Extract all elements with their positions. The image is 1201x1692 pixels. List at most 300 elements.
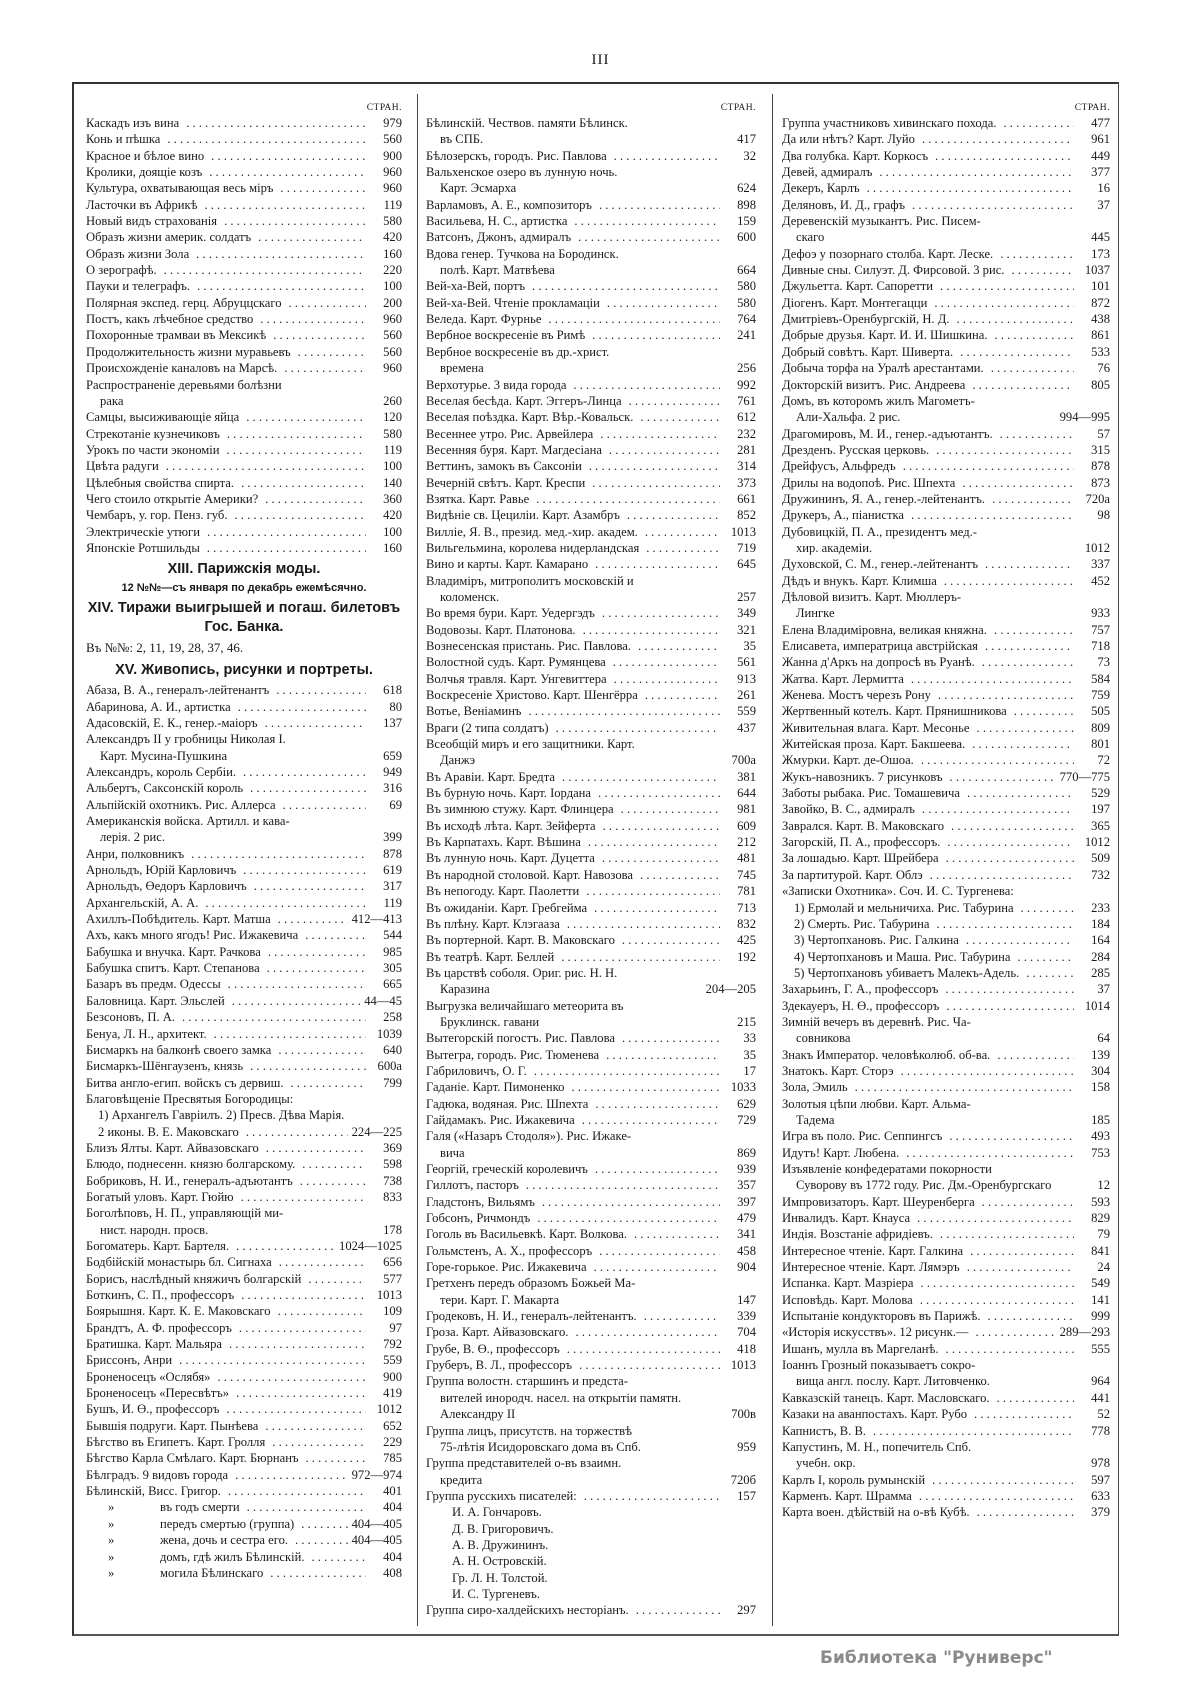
- entry-page: 872: [1091, 295, 1110, 310]
- entry-title: Веселая поѣздка. Карт. Вѣр.-Ковальск. . . .: [426, 409, 720, 425]
- entry-page: 185: [1091, 1112, 1110, 1127]
- entry-page: 584: [1091, 671, 1110, 686]
- entry-title: Арнольдъ, Юрій Карловичъ . . .: [86, 862, 366, 878]
- column-header-pages: СТРАН.: [366, 103, 402, 113]
- index-entry: [782, 1063, 1110, 1079]
- index-entry: [782, 393, 1110, 426]
- index-entry: [86, 377, 402, 410]
- index-entry: [782, 458, 1110, 474]
- entry-page: 212: [737, 835, 756, 850]
- index-entry: [782, 622, 1110, 638]
- index-entry: [86, 813, 402, 846]
- entry-title: Гиллотъ, пасторъ . . .: [426, 1177, 720, 1193]
- entry-title: Бисмаркъ-Шёнгаузенъ, князь . . .: [86, 1058, 366, 1074]
- entry-title: Виллie, Я. В., презид. мед.-хир. академ. . . .: [426, 524, 720, 540]
- entry-page: 629: [737, 1096, 756, 1111]
- index-entry: [426, 834, 756, 850]
- entry-page: 493: [1091, 1129, 1110, 1144]
- index-entry: [782, 1292, 1110, 1308]
- entry-title: Бенуа, Л. Н., архитект. . . .: [86, 1026, 366, 1042]
- entry-page: 949: [383, 765, 402, 779]
- entry-title: Галя («Назаръ Стодоля»). Рис. Ижаке- вича . . .: [426, 1128, 720, 1161]
- entry-page: 445: [1091, 230, 1110, 245]
- index-entry: [426, 475, 756, 491]
- ditto-mark: »: [108, 1516, 115, 1531]
- index-entry: [86, 944, 402, 960]
- index-entry-ditto: [86, 1516, 402, 1532]
- entry-page: 598: [383, 1157, 402, 1172]
- section-13-note: 12 №№—съ января по декабрь ежемѣсячно.: [121, 582, 367, 595]
- ditto-mark: »: [108, 1500, 115, 1515]
- index-entry: [86, 278, 402, 294]
- entry-page: 1012: [376, 1402, 402, 1417]
- entry-page: 732: [1091, 867, 1110, 882]
- entry-title: Бобриковъ, Н. И., генералъ-адъютантъ . . .: [86, 1173, 366, 1189]
- index-entry: [782, 573, 1110, 589]
- index-entry: [426, 393, 756, 409]
- entry-title: Дмитріевъ-Оренбургскій, Н. Д. . . .: [782, 311, 1074, 327]
- entry-title: Пауки и телеграфъ. . . .: [86, 278, 366, 294]
- entry-continuation: Карт. Эсмарха: [440, 181, 519, 195]
- index-entry: [426, 278, 756, 294]
- entry-title: Груберъ, В. Л., профессоръ . . .: [426, 1357, 720, 1373]
- section-14-title: XIV. Тиражи выигрышей и погаш. билетовъ Гос. Банка.: [87, 600, 401, 636]
- index-entry: [86, 846, 402, 862]
- entry-title: Дѣдъ и внукъ. Карт. Климша . . .: [782, 573, 1074, 589]
- entry-page: 137: [383, 715, 402, 730]
- entry-title: Вечерній свѣтъ. Карт. Креспи . . .: [426, 475, 720, 491]
- entry-title: За лошадью. Карт. Шрейбера . . .: [782, 850, 1074, 866]
- entry-page: 404—405: [351, 1516, 402, 1531]
- entry-title: Выгрузка величайшаго метеорита въ Бруклинск. гавани . . .: [426, 998, 720, 1031]
- entry-title: Бѣлинскій, Висс. Григор. . . .: [86, 1483, 366, 1499]
- ditto-mark: »: [108, 1549, 115, 1564]
- index-entry: [86, 1369, 402, 1385]
- entry-page: 437: [737, 720, 756, 735]
- index-frame: [72, 82, 1119, 1636]
- index-entry: [426, 507, 756, 523]
- entry-page: 738: [383, 1173, 402, 1188]
- entry-page: 757: [1091, 622, 1110, 637]
- index-entry: [782, 344, 1110, 360]
- index-entry: [86, 491, 402, 507]
- entry-page: 100: [383, 459, 402, 474]
- entry-title: Деревенскій музыкантъ. Рис. Писем- скаго . . .: [782, 213, 1074, 246]
- index-entry: [782, 1423, 1110, 1439]
- entry-title: Діогенъ. Карт. Монтегацци . . .: [782, 295, 1074, 311]
- entry-title: Индія. Возстаніе афридіевъ. . . .: [782, 1226, 1074, 1242]
- entry-title: Испанка. Карт. Мазріера . . .: [782, 1275, 1074, 1291]
- index-entry: [782, 801, 1110, 817]
- index-entry: [426, 736, 756, 769]
- index-entry: [782, 1472, 1110, 1488]
- entry-continuation: хир. академіи.: [796, 541, 875, 555]
- index-entry: [782, 1357, 1110, 1390]
- entry-title: Стрекотаніе кузнечиковъ . . .: [86, 426, 366, 442]
- entry-page: 404: [383, 1549, 402, 1564]
- index-entry: [86, 1091, 402, 1107]
- index-entry: [782, 769, 1110, 785]
- entry-title: Въ Аравіи. Карт. Бредта . . .: [426, 769, 720, 785]
- index-entry: [86, 1450, 402, 1466]
- index-entry: [782, 1161, 1110, 1194]
- index-entry: [426, 1488, 756, 1504]
- entry-page: 959: [737, 1439, 756, 1454]
- index-entry: [782, 720, 1110, 736]
- entry-page: 178: [383, 1222, 402, 1237]
- entry-title: Горе-горькое. Рис. Ижакевича . . .: [426, 1259, 720, 1275]
- entry-title: Въ театрѣ. Карт. Беллей . . .: [426, 949, 720, 965]
- index-entry: [782, 785, 1110, 801]
- entry-title: Весеннее утро. Рис. Арвейлера . . .: [426, 426, 720, 442]
- entry-page: 224—225: [351, 1124, 402, 1139]
- entry-title: Зола, Эмиль . . .: [782, 1079, 1074, 1095]
- entry-title: Карлъ I, король румынскій . . .: [782, 1472, 1074, 1488]
- index-entry: [86, 960, 402, 976]
- entry-page: 314: [737, 459, 756, 474]
- index-entry: [426, 654, 756, 670]
- entry-title: Бабушка спитъ. Карт. Степанова . . .: [86, 960, 366, 976]
- index-entry: [782, 1226, 1110, 1242]
- index-entry: [86, 131, 402, 147]
- entry-title: Электрическіе утюги . . .: [86, 524, 366, 540]
- entry-title: Близъ Ялты. Карт. Айвазовскаго . . .: [86, 1140, 366, 1156]
- entry-page: 861: [1091, 328, 1110, 343]
- entry-page: 147: [737, 1292, 756, 1307]
- index-entry: [426, 442, 756, 458]
- index-entry: [86, 1238, 402, 1254]
- entry-title: Инвалидъ. Карт. Кнауса . . .: [782, 1210, 1074, 1226]
- index-entry: [426, 818, 756, 834]
- index-entry: [86, 213, 402, 229]
- entry-title: Игра въ поло. Рис. Сеппингсъ . . .: [782, 1128, 1074, 1144]
- entry-title: Архангельскій, А. А. . . .: [86, 895, 366, 911]
- entry-title: Происхожденіе каналовъ на Марсѣ. . . .: [86, 360, 366, 376]
- entry-page: 401: [383, 1484, 402, 1499]
- column-header-pages: СТРАН.: [720, 103, 756, 113]
- entry-title: Вытегра, городъ. Рис. Тюменева . . .: [426, 1047, 720, 1063]
- entry-title: Благовѣщеніе Пресвятыя Богородицы:: [86, 1091, 366, 1107]
- entry-page: 600а: [377, 1059, 402, 1074]
- entry-title: Анри, полковникъ . . .: [86, 846, 366, 862]
- index-entry: [782, 671, 1110, 687]
- entry-page: 256: [737, 361, 756, 376]
- index-entry: [86, 862, 402, 878]
- index-entry: [86, 1189, 402, 1205]
- entry-title: 1) Ермолай и мельничиха. Рис. Табурина . . .: [794, 900, 1074, 916]
- entry-title: Бѣлинскій. Чествов. памяти Бѣлинск. въ СПБ. . . .: [426, 115, 720, 148]
- entry-page: 580: [737, 295, 756, 310]
- entry-title: Добрые друзья. Карт. И. И. Шишкина. . . .: [782, 327, 1074, 343]
- entry-title: Въ исходѣ лѣта. Карт. Зейферта . . .: [426, 818, 720, 834]
- entry-title: Ватсонъ, Джонъ, адмиралъ . . .: [426, 229, 720, 245]
- index-entry: [426, 638, 756, 654]
- entry-page: 978: [1091, 1456, 1110, 1471]
- entry-title: Дубовицкій, П. А., президентъ мед.- хир. академіи. . . .: [782, 524, 1074, 557]
- index-entry: [426, 1308, 756, 1324]
- entry-title: Въ зимнюю стужу. Карт. Флинцера . . .: [426, 801, 720, 817]
- entry-continuation: Тадема: [796, 1113, 837, 1127]
- index-entry: [782, 262, 1110, 278]
- index-entry: [86, 895, 402, 911]
- entry-page: 289—293: [1059, 1325, 1110, 1340]
- entry-title: Живительная влага. Карт. Месонье . . .: [782, 720, 1074, 736]
- index-entry: [86, 1352, 402, 1368]
- index-entry: [782, 1324, 1110, 1340]
- entry-page: 960: [383, 361, 402, 376]
- entry-title: Распространеніе деревьями болѣзни рака . . .: [86, 377, 366, 410]
- index-entry: [426, 720, 756, 736]
- entry-title: Гайдамакъ. Рис. Ижакевича . . .: [426, 1112, 720, 1128]
- entry-page: 404—405: [351, 1533, 402, 1548]
- index-entry: [86, 1303, 402, 1319]
- entry-page: 377: [1091, 165, 1110, 180]
- writer-name: Гр. Л. Н. Толстой.: [452, 1570, 548, 1585]
- entry-title: Въ ожиданіи. Карт. Гребгейма . . .: [426, 900, 720, 916]
- entry-page: 933: [1091, 606, 1110, 621]
- entry-page: 119: [383, 895, 402, 910]
- entry-page: 159: [737, 214, 756, 229]
- entry-page: 809: [1091, 720, 1110, 735]
- index-entry: [86, 360, 402, 376]
- index-entry: [426, 998, 756, 1031]
- section-13-title: XIII. Парижскія моды.: [167, 561, 321, 578]
- entry-title: Водовозы. Карт. Платонова. . . .: [426, 622, 720, 638]
- entry-page: 960: [383, 165, 402, 180]
- index-entry: [86, 911, 402, 927]
- entry-title: Жукъ-навозникъ. 7 рисунковъ . . .: [782, 769, 1056, 785]
- entry-title: Абаринова, А. И., артистка . . .: [86, 699, 366, 715]
- entry-page: 624: [737, 181, 756, 196]
- index-entry: [426, 801, 756, 817]
- entry-title: Жатва. Карт. Лермитта . . .: [782, 671, 1074, 687]
- entry-title: Образъ жизни америк. солдатъ . . .: [86, 229, 366, 245]
- index-entry: [426, 491, 756, 507]
- entry-title: Вербное воскресеніе въ Римѣ . . .: [426, 327, 720, 343]
- column-divider: [772, 94, 773, 1626]
- entry-page: 261: [737, 688, 756, 703]
- index-entry: [86, 1205, 402, 1238]
- entry-title: Васильева, Н. С., артистка . . .: [426, 213, 720, 229]
- entry-page: 761: [737, 393, 756, 408]
- index-entry: [426, 1210, 756, 1226]
- index-entry: [86, 1271, 402, 1287]
- entry-title: Группа волостн. старшинъ и предста- вителей инородч. насел. на открытіи памятн. Александру II . . .: [426, 1373, 720, 1422]
- entry-title: Варламовъ, А. Е., композиторъ . . .: [426, 197, 720, 213]
- entry-title: жена, дочь и сестра его. . . .: [160, 1532, 348, 1548]
- entry-title: Адасовскій, Е. К., генер.-маіоръ . . .: [86, 715, 366, 731]
- entry-page: 900: [383, 148, 402, 163]
- entry-title: Въ портерной. Карт. В. Маковскаго . . .: [426, 932, 720, 948]
- index-entry: [86, 344, 402, 360]
- index-entry: [426, 769, 756, 785]
- entry-page: 158: [1091, 1080, 1110, 1095]
- index-entry: [426, 850, 756, 866]
- entry-title: Два голубка. Карт. Коркосъ . . .: [782, 148, 1074, 164]
- index-entry: [782, 687, 1110, 703]
- entry-title: Бисмаркъ на балконѣ своего замка . . .: [86, 1042, 366, 1058]
- entry-page: 373: [737, 475, 756, 490]
- index-entry: [426, 671, 756, 687]
- entry-page: 841: [1091, 1243, 1110, 1258]
- entry-title: Воскресеніе Христово. Карт. Шенгёрра . . .: [426, 687, 720, 703]
- entry-title: Въ плѣну. Карт. Клэгааза . . .: [426, 916, 720, 932]
- column-header-pages: СТРАН.: [1074, 103, 1110, 113]
- entry-page: 509: [1091, 851, 1110, 866]
- index-entry: [426, 229, 756, 245]
- index-entry: [426, 1063, 756, 1079]
- index-entry: [782, 131, 1110, 147]
- index-entry: [86, 715, 402, 731]
- index-entry: [426, 1324, 756, 1340]
- entry-title: Ахиллъ-Побѣдитель. Карт. Матша . . .: [86, 911, 348, 927]
- entry-page: 35: [743, 639, 756, 653]
- entry-title: «Записки Охотника». Соч. И. С. Тургенева:: [782, 883, 1074, 899]
- entry-page: 979: [383, 116, 402, 130]
- library-watermark: Библиотека "Руниверс": [820, 1648, 1053, 1668]
- index-entry: [782, 524, 1110, 557]
- index-entry: [426, 883, 756, 899]
- entry-title: передъ смертью (группа) . . .: [160, 1516, 348, 1532]
- entry-page: 1012: [1084, 835, 1110, 850]
- entry-page: 644: [737, 786, 756, 801]
- entry-page: 939: [737, 1162, 756, 1176]
- entry-continuation: лерія. 2 рис.: [100, 830, 168, 844]
- index-entry: [426, 867, 756, 883]
- entry-title: Дрейфусъ, Альфредъ . . .: [782, 458, 1074, 474]
- index-entry: [782, 589, 1110, 622]
- index-entry: [86, 1026, 402, 1042]
- index-entry: [426, 409, 756, 425]
- entry-page: 729: [737, 1112, 756, 1127]
- section-15-title: XV. Живопись, рисунки и портреты.: [115, 662, 373, 679]
- index-entry: [86, 1075, 402, 1091]
- entry-title: Вино и карты. Карт. Камарано . . .: [426, 556, 720, 572]
- entry-title: Гродековъ, Н. И., генералъ-лейтенантъ. . . .: [426, 1308, 720, 1324]
- index-entry: [426, 687, 756, 703]
- entry-page: 745: [737, 867, 756, 882]
- entry-page: 640: [383, 1042, 402, 1057]
- entry-title: Цѣлебныя свойства спирта. . . .: [86, 475, 366, 491]
- entry-page: 441: [1091, 1390, 1110, 1405]
- entry-title: Богатый уловъ. Карт. Гюйю . . .: [86, 1189, 366, 1205]
- entry-continuation: учебн. окр.: [796, 1456, 859, 1470]
- index-entry: [86, 524, 402, 540]
- entry-page: 1013: [730, 524, 756, 539]
- index-entry: [782, 752, 1110, 768]
- index-entry: [86, 1434, 402, 1450]
- entry-page: 913: [737, 671, 756, 686]
- entry-continuation: полѣ. Карт. Матвѣева: [440, 263, 558, 277]
- entry-title: Взятка. Карт. Равье . . .: [426, 491, 720, 507]
- entry-continuation: времена: [440, 361, 487, 375]
- index-entry: [86, 1140, 402, 1156]
- entry-page: 972—974: [351, 1467, 402, 1482]
- index-entry: [426, 1243, 756, 1259]
- entry-title: Веледа. Карт. Фурнье . . .: [426, 311, 720, 327]
- index-entry: [86, 442, 402, 458]
- entry-title: Да или нѣтъ? Карт. Луйо . . .: [782, 131, 1074, 147]
- entry-title: Кавказскій танецъ. Карт. Масловскаго. . . .: [782, 1390, 1074, 1406]
- entry-page: 184: [1091, 916, 1110, 931]
- entry-continuation: Али-Хальфа. 2 рис.: [796, 410, 903, 424]
- entry-page: 379: [1091, 1505, 1110, 1520]
- entry-page: 100: [383, 524, 402, 539]
- index-entry: [86, 927, 402, 943]
- entry-title: Въ царствѣ соболя. Ориг. рис. Н. Н. Каразина . . .: [426, 965, 702, 998]
- entry-page: 609: [737, 818, 756, 833]
- index-entry: [426, 1226, 756, 1242]
- entry-page: 164: [1091, 933, 1110, 948]
- entry-page: 1014: [1084, 998, 1110, 1013]
- entry-page: 561: [737, 655, 756, 670]
- entry-title: Интересное чтеніе. Карт. Лямэръ . . .: [782, 1259, 1074, 1275]
- index-entry: [426, 949, 756, 965]
- index-entry: [782, 180, 1110, 196]
- index-entry: [426, 1275, 756, 1308]
- entry-page: 438: [1091, 312, 1110, 327]
- index-entry: [782, 148, 1110, 164]
- entry-title: Бабушка и внучка. Карт. Рачкова . . .: [86, 944, 366, 960]
- index-entry: [86, 540, 402, 556]
- entry-page: 481: [737, 851, 756, 866]
- index-entry: [782, 1014, 1110, 1047]
- index-entry-ditto: [86, 1499, 402, 1515]
- entry-continuation: Лингке: [796, 606, 838, 620]
- entry-title: Похоронные трамваи въ Мексикѣ . . .: [86, 327, 366, 343]
- entry-page: 529: [1091, 786, 1110, 801]
- writer-name: И. С. Тургеневъ.: [452, 1586, 540, 1601]
- index-entry: [426, 1602, 756, 1618]
- writer-name: А. В. Дружининъ.: [452, 1537, 549, 1552]
- entry-page: 157: [737, 1488, 756, 1503]
- entry-title: 5) Чертопхановъ убиваетъ Малекъ-Адель. . . .: [794, 965, 1074, 981]
- entry-title: Безсоновъ, П. А. . . .: [86, 1009, 366, 1025]
- index-entry: [782, 1275, 1110, 1291]
- index-entry: [426, 164, 756, 197]
- entry-title: Братишка. Карт. Мальяра . . .: [86, 1336, 366, 1352]
- entry-page: 1013: [730, 1358, 756, 1373]
- index-entry: [426, 115, 756, 148]
- index-entry: [782, 360, 1110, 376]
- index-entry: [782, 998, 1110, 1014]
- entry-page: 100: [383, 279, 402, 294]
- entry-page: 408: [383, 1565, 402, 1580]
- entry-title: Бодбійскій монастырь бл. Сигнаха . . .: [86, 1254, 366, 1270]
- entry-page: 878: [1091, 459, 1110, 474]
- entry-title: Весенняя буря. Карт. Магдесіана . . .: [426, 442, 720, 458]
- index-entry: [782, 1488, 1110, 1504]
- entry-title: Базаръ въ предм. Одессы . . .: [86, 976, 366, 992]
- entry-title: Знакъ Император. человѣколюб. об-ва. . . .: [782, 1047, 1074, 1063]
- entry-continuation: въ СПБ.: [440, 132, 486, 146]
- index-entry: [426, 916, 756, 932]
- index-entry: [782, 377, 1110, 393]
- entry-page: 449: [1091, 148, 1110, 163]
- index-entry: [782, 197, 1110, 213]
- entry-page: 559: [737, 704, 756, 719]
- entry-title: Постъ, какъ лѣчебное средство . . .: [86, 311, 366, 327]
- entry-title: Друкеръ, А., піанистка . . .: [782, 507, 1074, 523]
- entry-title: Карменъ. Карт. Шрамма . . .: [782, 1488, 1074, 1504]
- entry-page: 981: [737, 802, 756, 817]
- entry-continuation: совникова: [796, 1031, 853, 1045]
- entry-title: 1) Архангелъ Гавріилъ. 2) Пресв. Дѣва Марія. 2 иконы. В. Е. Маковскаго . . .: [98, 1107, 348, 1140]
- index-entry: [782, 932, 1110, 948]
- entry-title: Импровизаторъ. Карт. Шеуренберга . . .: [782, 1194, 1074, 1210]
- entry-title: Американскія войска. Артилл. и кава- лерія. 2 рис. . . .: [86, 813, 366, 846]
- index-entry: [426, 1030, 756, 1046]
